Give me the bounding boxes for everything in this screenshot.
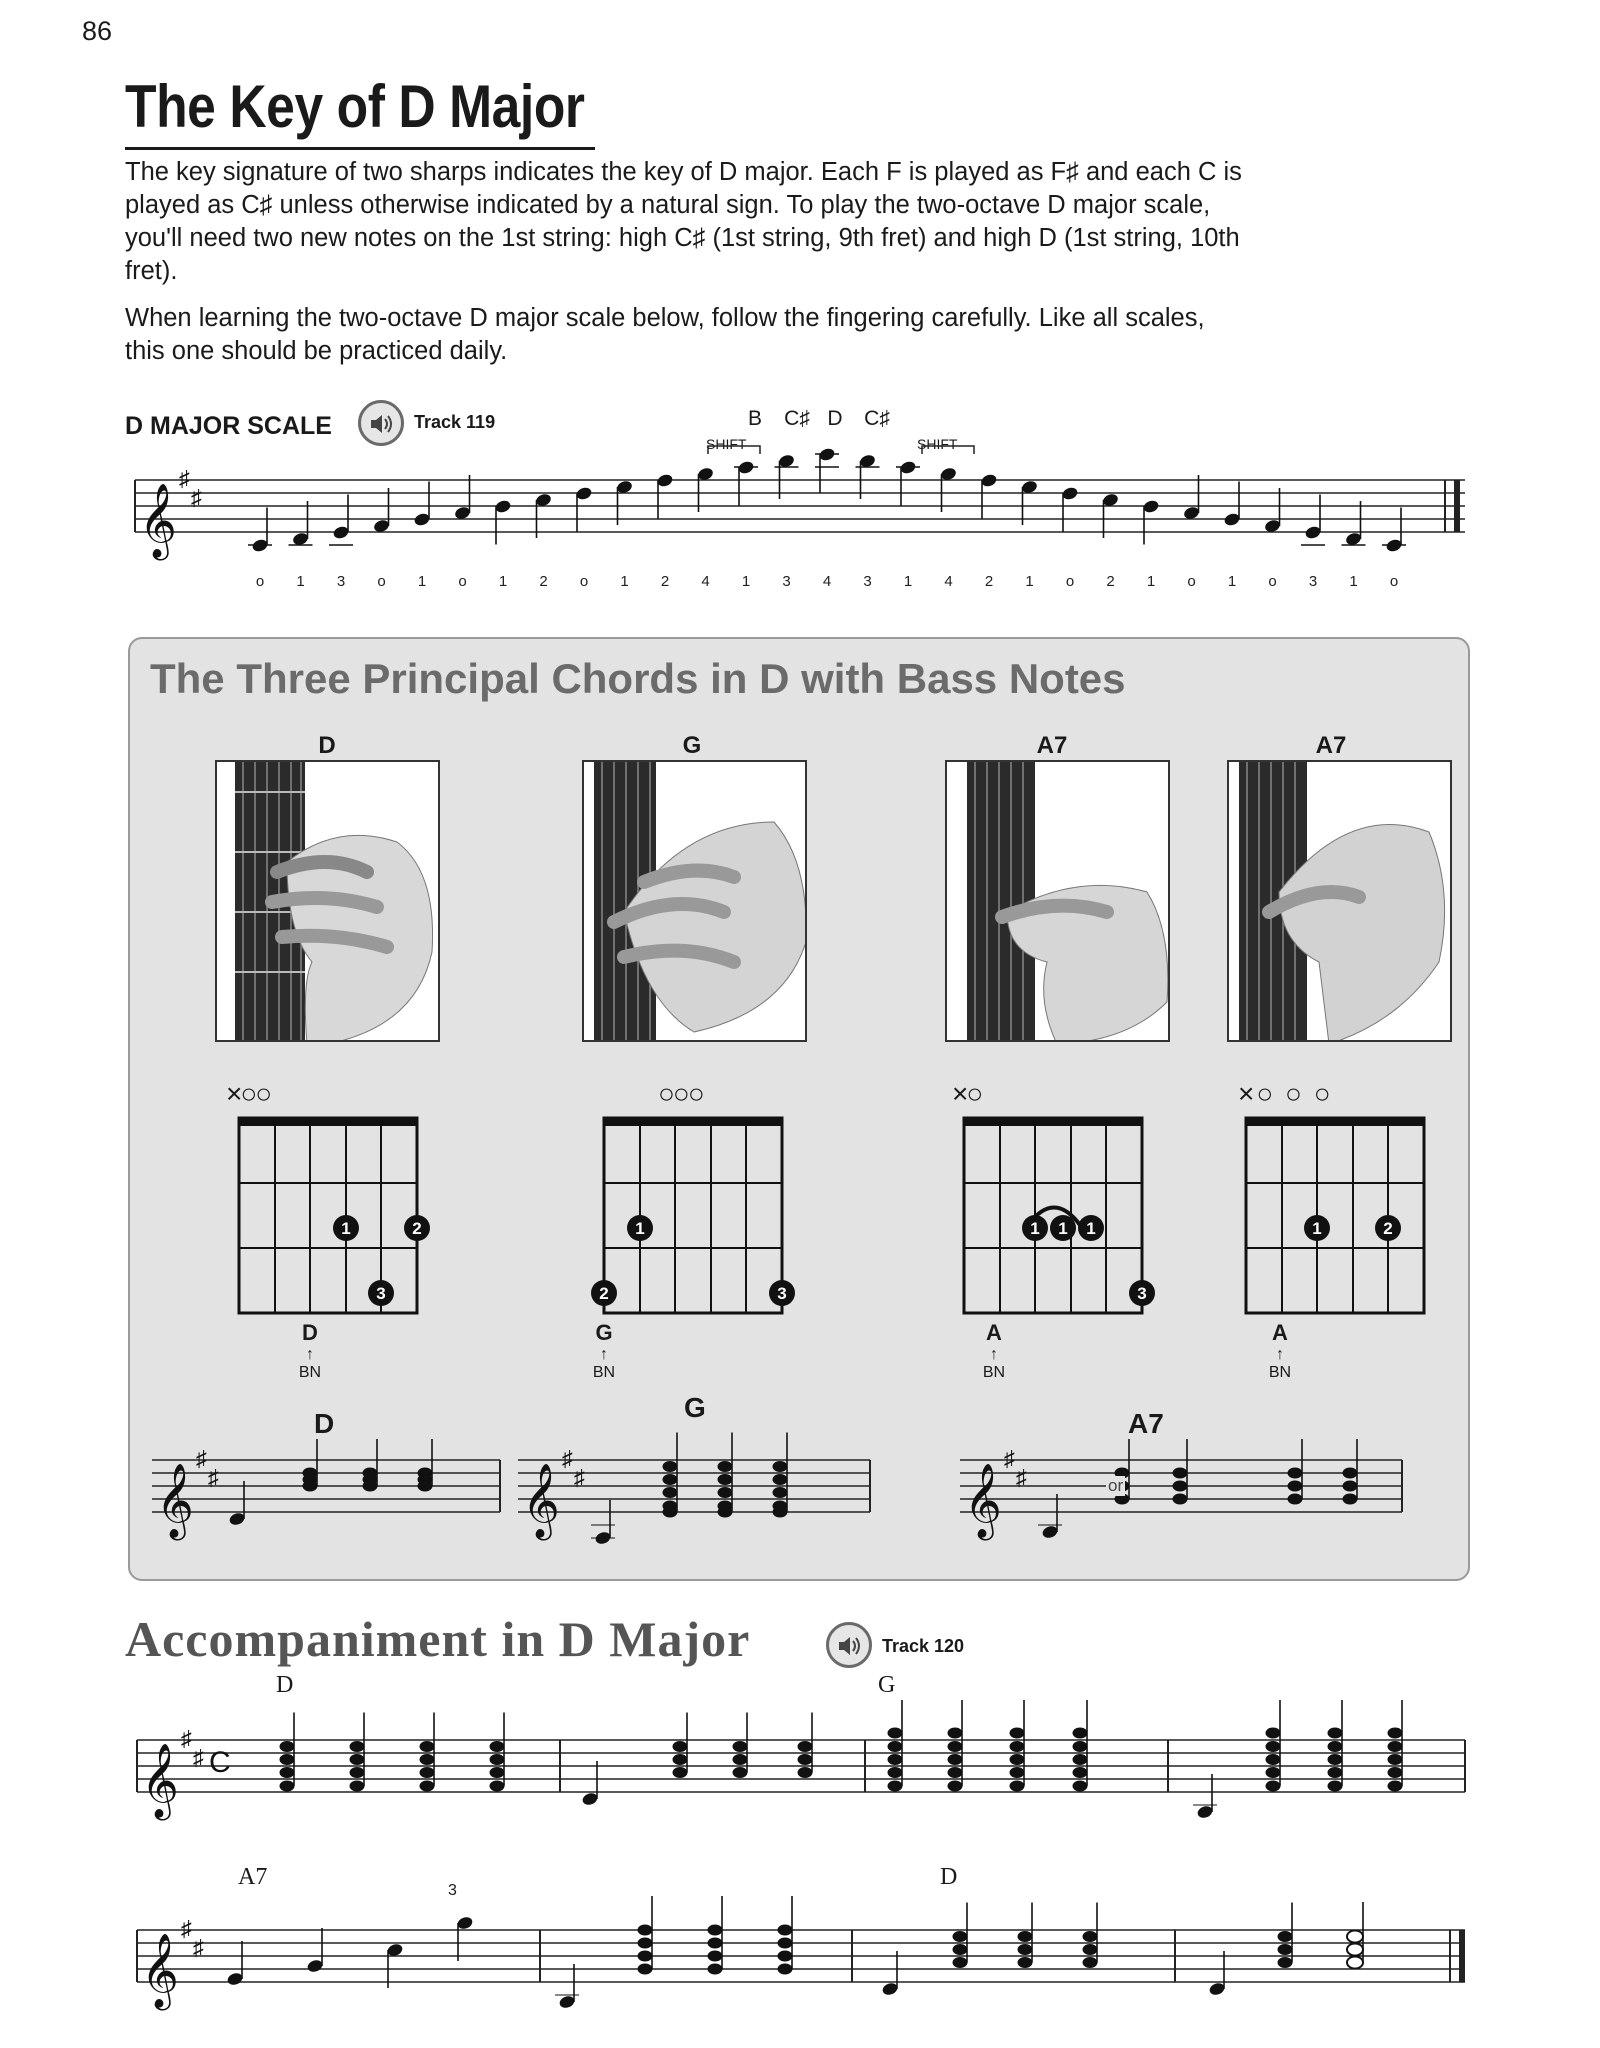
note-head bbox=[1343, 1494, 1358, 1505]
sharp-c-icon: ♯ bbox=[193, 1935, 204, 1960]
scale-staff bbox=[125, 440, 1475, 600]
note-head bbox=[280, 1767, 295, 1778]
chord-diagram-g bbox=[590, 1110, 800, 1340]
note-head bbox=[490, 1781, 505, 1792]
bass-note-a-alt: A bbox=[1272, 1320, 1288, 1345]
fingering-number: o bbox=[1187, 573, 1196, 590]
top-note-d: D bbox=[827, 407, 843, 430]
note-head bbox=[708, 1951, 723, 1962]
fingering-number: 3 bbox=[336, 573, 346, 590]
fingering-number: 1 bbox=[1025, 573, 1034, 590]
note-head bbox=[1328, 1767, 1343, 1778]
note-head bbox=[778, 1964, 793, 1975]
note-head bbox=[1010, 1741, 1025, 1752]
sharp-c-icon: ♯ bbox=[1016, 1465, 1027, 1490]
staff-chord-g: G bbox=[684, 1392, 706, 1423]
scale-label: D MAJOR SCALE bbox=[125, 412, 332, 440]
note-head bbox=[1278, 1931, 1293, 1942]
bn-text: BN bbox=[982, 1364, 1006, 1381]
note-head bbox=[638, 1925, 653, 1936]
fingering-number: 1 bbox=[903, 573, 913, 590]
note-head bbox=[1018, 1931, 1033, 1942]
practice-paragraph: When learning the two-octave D major scale below, follow the fingering carefully. Like all scales, this one should be practiced daily. bbox=[125, 304, 1205, 365]
chord-label-d: D bbox=[318, 732, 336, 759]
open-strings-a7-alt: ×○ ○ ○ bbox=[1238, 1078, 1333, 1109]
note-head bbox=[948, 1728, 963, 1739]
note-head bbox=[1010, 1781, 1025, 1792]
fingering-number: 2 bbox=[660, 573, 670, 590]
svg-text:1: 1 bbox=[1312, 1219, 1322, 1238]
shift-label-2: SHIFT bbox=[917, 436, 958, 452]
svg-text:2: 2 bbox=[599, 1284, 609, 1303]
note-head bbox=[708, 1925, 723, 1936]
sharp-c-icon: ♯ bbox=[574, 1465, 585, 1490]
fingering-number: o bbox=[579, 573, 589, 590]
track-label-2: Track 120 bbox=[882, 1636, 965, 1656]
note-head bbox=[638, 1951, 653, 1962]
accomp-chord-a7: A7 bbox=[238, 1864, 268, 1890]
note-head bbox=[948, 1741, 963, 1752]
fingering-number: 1 bbox=[417, 573, 427, 590]
hand-photo-icon bbox=[584, 762, 807, 1042]
top-note-csharp: C♯ bbox=[784, 407, 810, 430]
common-time-icon: C bbox=[209, 1746, 231, 1779]
note-head bbox=[773, 1507, 788, 1518]
sharp-c-icon: ♯ bbox=[208, 1465, 219, 1490]
chord-label-a7: A7 bbox=[1036, 732, 1068, 759]
fingering-number: o bbox=[377, 573, 386, 590]
note-head bbox=[1073, 1741, 1088, 1752]
bn-label-g: ↑ BN bbox=[592, 1346, 616, 1381]
note-head bbox=[1266, 1767, 1281, 1778]
chords-box-title: The Three Principal Chords in D with Bass Notes bbox=[150, 655, 1126, 702]
note-head bbox=[490, 1754, 505, 1765]
svg-text:3: 3 bbox=[1137, 1284, 1147, 1303]
svg-text:1: 1 bbox=[635, 1219, 645, 1238]
note-head bbox=[1288, 1468, 1303, 1479]
note-head bbox=[948, 1781, 963, 1792]
svg-text:3: 3 bbox=[777, 1284, 787, 1303]
note-head bbox=[1388, 1767, 1403, 1778]
chord-staves bbox=[140, 1430, 1460, 1570]
note-head bbox=[673, 1741, 688, 1752]
fingering-number: 4 bbox=[701, 573, 710, 590]
treble-clef-icon: 𝄞 bbox=[156, 1464, 194, 1536]
note-head bbox=[350, 1741, 365, 1752]
chord-photo-d bbox=[215, 760, 440, 1042]
note-head bbox=[420, 1754, 435, 1765]
sharp-c-icon: ♯ bbox=[193, 1745, 204, 1770]
bn-label-a-alt: ↑ BN bbox=[1268, 1346, 1292, 1381]
note-head bbox=[948, 1754, 963, 1765]
fingering-number: o bbox=[458, 573, 467, 590]
bass-note-a: A bbox=[986, 1320, 1002, 1345]
fingering-number: o bbox=[1389, 573, 1399, 590]
note-head bbox=[663, 1474, 678, 1485]
note-head bbox=[1266, 1781, 1281, 1792]
shift-label-1: SHIFT bbox=[706, 436, 747, 452]
note-head bbox=[280, 1781, 295, 1792]
note-head bbox=[418, 1481, 433, 1492]
note-head bbox=[708, 1938, 723, 1949]
sharp-f-icon: ♯ bbox=[179, 466, 190, 491]
note-head bbox=[1073, 1767, 1088, 1778]
svg-text:2: 2 bbox=[1383, 1219, 1393, 1238]
note-head bbox=[773, 1461, 788, 1472]
note-head bbox=[798, 1741, 813, 1752]
fingering-number: 1 bbox=[1227, 573, 1237, 590]
chord-photo-a7 bbox=[945, 760, 1170, 1042]
fingering-number: 1 bbox=[620, 573, 629, 590]
bn-label-d: ↑ BN bbox=[298, 1346, 322, 1381]
note-head bbox=[718, 1461, 733, 1472]
fingering-number: 4 bbox=[822, 573, 832, 590]
hand-photo-icon bbox=[217, 762, 440, 1042]
treble-clef-icon: 𝄞 bbox=[139, 484, 177, 556]
note-head bbox=[953, 1957, 968, 1968]
bass-note-d: D bbox=[302, 1320, 318, 1345]
note-head bbox=[1010, 1754, 1025, 1765]
track-label: Track 119 bbox=[414, 412, 496, 432]
note-head bbox=[673, 1754, 688, 1765]
svg-text:1: 1 bbox=[1030, 1219, 1040, 1238]
chord-photo-a7-alt bbox=[1227, 760, 1452, 1042]
sharp-f-icon: ♯ bbox=[181, 1726, 192, 1751]
svg-text:3: 3 bbox=[376, 1284, 386, 1303]
speaker-icon bbox=[837, 1634, 863, 1658]
finger-mark: 3 bbox=[448, 1882, 457, 1899]
note-head bbox=[1388, 1781, 1403, 1792]
note-head bbox=[888, 1754, 903, 1765]
note-head bbox=[1288, 1481, 1303, 1492]
note-head bbox=[1388, 1741, 1403, 1752]
note-head bbox=[1328, 1741, 1343, 1752]
fingering-number: 1 bbox=[498, 573, 508, 590]
note-head bbox=[638, 1938, 653, 1949]
note-head bbox=[673, 1767, 688, 1778]
accomp-chord-g: G bbox=[878, 1672, 896, 1698]
note-head bbox=[953, 1931, 968, 1942]
note-head bbox=[733, 1741, 748, 1752]
intro-paragraph: The key signature of two sharps indicates the key of D major. Each F is played as F♯ and each C is played as C♯ unless otherwise indicated by a natural sign. To play the two-octave D major scale, you'll need two new notes on the 1st string: high C♯ (1st string, 9th fret) and high D (1st string, 10th fret). bbox=[125, 158, 1242, 285]
note-head bbox=[718, 1474, 733, 1485]
note-head bbox=[953, 1944, 968, 1955]
note-head bbox=[420, 1781, 435, 1792]
sharp-f-icon: ♯ bbox=[196, 1446, 207, 1471]
fingering-number: 1 bbox=[741, 573, 751, 590]
svg-text:1: 1 bbox=[1058, 1219, 1068, 1238]
note-head bbox=[1173, 1481, 1188, 1492]
fingering-number: 1 bbox=[1146, 573, 1156, 590]
fingering-number: 2 bbox=[984, 573, 994, 590]
note-head bbox=[708, 1964, 723, 1975]
note-head bbox=[798, 1754, 813, 1765]
chord-diagram-d bbox=[225, 1110, 435, 1340]
hand-photo-icon bbox=[947, 762, 1170, 1042]
note-head bbox=[778, 1938, 793, 1949]
bn-text: BN bbox=[1268, 1364, 1292, 1381]
note-head bbox=[490, 1767, 505, 1778]
fingering-number: 3 bbox=[782, 573, 791, 590]
page-number: 86 bbox=[82, 16, 113, 46]
note-head bbox=[1343, 1468, 1358, 1479]
note-head bbox=[420, 1741, 435, 1752]
fingering-number: o bbox=[255, 573, 265, 590]
fingering-number: 4 bbox=[944, 573, 953, 590]
treble-clef-icon: 𝄞 bbox=[522, 1464, 560, 1536]
bn-text: BN bbox=[298, 1364, 322, 1381]
note-head bbox=[350, 1781, 365, 1792]
sharp-f-icon: ♯ bbox=[181, 1916, 192, 1941]
accompaniment-title: Accompaniment in D Major bbox=[125, 1611, 751, 1667]
note-head bbox=[773, 1474, 788, 1485]
note-head bbox=[1328, 1728, 1343, 1739]
fingering-number: 3 bbox=[1308, 573, 1318, 590]
note-head bbox=[778, 1925, 793, 1936]
note-head bbox=[733, 1754, 748, 1765]
bass-note-g: G bbox=[595, 1320, 613, 1345]
note-head bbox=[638, 1964, 653, 1975]
note-head bbox=[1173, 1494, 1188, 1505]
note-head bbox=[363, 1481, 378, 1492]
treble-clef-icon: 𝄞 bbox=[964, 1464, 1002, 1536]
note-head bbox=[718, 1507, 733, 1518]
note-head bbox=[280, 1741, 295, 1752]
half-note-head bbox=[1347, 1944, 1363, 1956]
sharp-f-icon: ♯ bbox=[1004, 1446, 1015, 1471]
note-head bbox=[888, 1767, 903, 1778]
chord-diagram-a7-alt bbox=[1232, 1110, 1442, 1340]
note-head bbox=[1018, 1944, 1033, 1955]
note-head bbox=[773, 1487, 788, 1498]
note-head bbox=[1266, 1741, 1281, 1752]
bn-label-a: ↑ BN bbox=[982, 1346, 1006, 1381]
bn-text: BN bbox=[592, 1364, 616, 1381]
note-head bbox=[778, 1951, 793, 1962]
note-head bbox=[888, 1741, 903, 1752]
sharp-c-icon: ♯ bbox=[191, 485, 202, 510]
treble-clef-icon: 𝄞 bbox=[141, 1934, 179, 2006]
page-title: The Key of D Major bbox=[125, 73, 585, 140]
top-note-b: B bbox=[747, 407, 762, 430]
top-note-csharp-2: C♯ bbox=[864, 407, 890, 430]
note-head bbox=[888, 1728, 903, 1739]
note-head bbox=[733, 1767, 748, 1778]
note-head bbox=[350, 1767, 365, 1778]
note-head bbox=[1388, 1754, 1403, 1765]
note-head bbox=[718, 1487, 733, 1498]
note-head bbox=[663, 1487, 678, 1498]
open-strings-d: ×○○ bbox=[226, 1078, 271, 1109]
fingering-number: 2 bbox=[1106, 573, 1115, 590]
accompaniment-staff-1 bbox=[125, 1700, 1475, 1840]
half-note-head bbox=[1347, 1957, 1363, 1969]
treble-clef-icon: 𝄞 bbox=[141, 1744, 179, 1816]
note-head bbox=[490, 1741, 505, 1752]
fingering-number: 2 bbox=[539, 573, 548, 590]
note-head bbox=[798, 1767, 813, 1778]
note-head bbox=[1266, 1754, 1281, 1765]
fingering-number: o bbox=[1268, 573, 1277, 590]
staff-chord-d: D bbox=[314, 1408, 335, 1439]
note-head bbox=[1266, 1728, 1281, 1739]
speaker-icon bbox=[369, 412, 395, 436]
note-head bbox=[1328, 1781, 1343, 1792]
note-head bbox=[1173, 1468, 1188, 1479]
note-head bbox=[1328, 1754, 1343, 1765]
note-head bbox=[1083, 1957, 1098, 1968]
chord-label-a7-alt: A7 bbox=[1315, 732, 1347, 759]
note-head bbox=[1018, 1957, 1033, 1968]
note-head bbox=[888, 1781, 903, 1792]
note-head bbox=[1278, 1944, 1293, 1955]
accomp-chord-d-2: D bbox=[940, 1864, 958, 1890]
note-head bbox=[350, 1754, 365, 1765]
chord-diagram-a7 bbox=[950, 1110, 1160, 1340]
note-head bbox=[1083, 1931, 1098, 1942]
note-head bbox=[1343, 1481, 1358, 1492]
hand-photo-icon bbox=[1229, 762, 1452, 1042]
accomp-chord-d: D bbox=[276, 1672, 294, 1698]
chord-label-g: G bbox=[682, 732, 702, 759]
svg-text:1: 1 bbox=[341, 1219, 351, 1238]
note-head bbox=[420, 1767, 435, 1778]
fingering-number: 1 bbox=[1349, 573, 1358, 590]
accompaniment-staff-2 bbox=[125, 1890, 1475, 2030]
note-head bbox=[1278, 1957, 1293, 1968]
note-head bbox=[948, 1767, 963, 1778]
note-head bbox=[1010, 1767, 1025, 1778]
note-head bbox=[1288, 1494, 1303, 1505]
open-strings-g: ○○○ bbox=[658, 1078, 703, 1109]
note-head bbox=[280, 1754, 295, 1765]
note-head bbox=[1083, 1944, 1098, 1955]
note-head bbox=[663, 1461, 678, 1472]
half-note-head bbox=[1347, 1931, 1363, 1943]
or-label: or bbox=[1108, 1476, 1124, 1495]
note-head bbox=[1073, 1754, 1088, 1765]
note-head bbox=[1010, 1728, 1025, 1739]
sharp-f-icon: ♯ bbox=[562, 1446, 573, 1471]
open-strings-a7: ×○ bbox=[952, 1078, 982, 1109]
note-head bbox=[1388, 1728, 1403, 1739]
note-head bbox=[663, 1507, 678, 1518]
title-underline bbox=[125, 147, 595, 150]
chord-photo-g bbox=[582, 760, 807, 1042]
staff-chord-a7: A7 bbox=[1128, 1408, 1164, 1439]
fingering-number: 1 bbox=[296, 573, 305, 590]
fingering-number: o bbox=[1065, 573, 1075, 590]
note-head bbox=[1073, 1781, 1088, 1792]
fingering-number: 3 bbox=[863, 573, 872, 590]
audio-track-button-2[interactable] bbox=[826, 1622, 872, 1668]
svg-text:2: 2 bbox=[412, 1219, 422, 1238]
note-head bbox=[303, 1481, 318, 1492]
note-head bbox=[1073, 1728, 1088, 1739]
svg-text:1: 1 bbox=[1086, 1219, 1096, 1238]
